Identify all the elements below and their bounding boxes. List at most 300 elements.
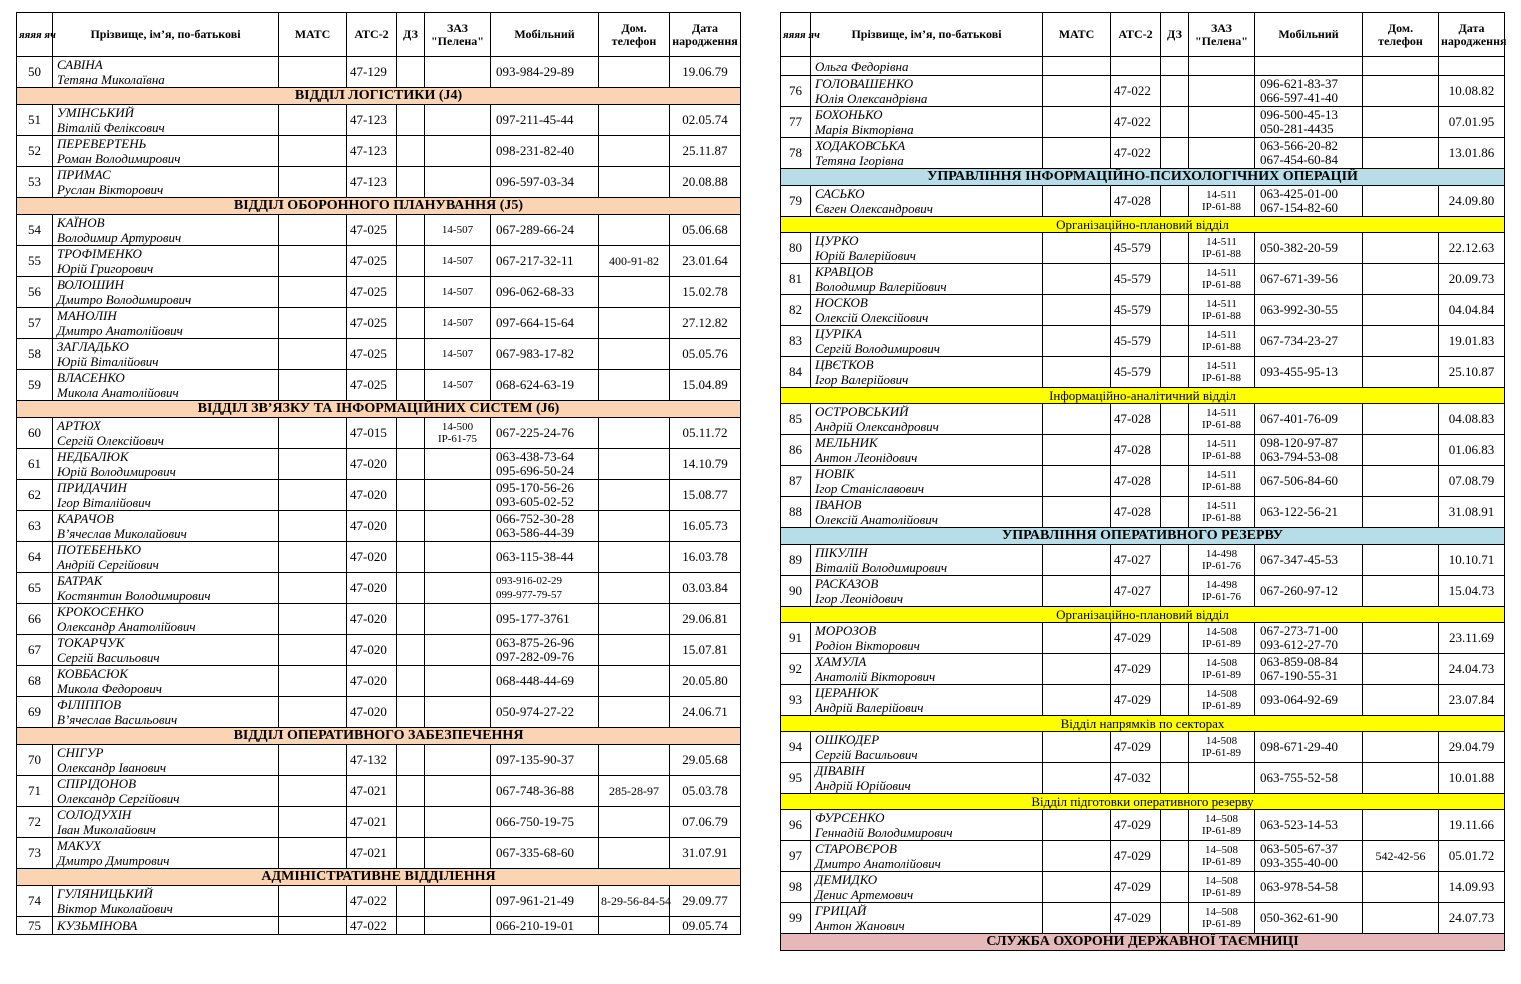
table-row [17,745,741,776]
zaz-number: 14-507 [441,317,474,329]
zaz-number: 14–508 [1205,813,1238,825]
person-name [53,449,279,480]
zaz-cell [425,776,491,807]
first-names: Микола Анатолійович [57,385,179,400]
mats-cell [1043,326,1111,357]
section-row [17,728,741,745]
dz-cell [397,167,425,198]
mobile-number: 066-752-30-28 [496,511,574,526]
surname: СТАРОВЄРОВ [815,841,897,856]
birth-date: 05.05.76 [670,339,741,370]
home-phone [1363,763,1439,794]
mats-cell [279,573,347,604]
mats-cell [279,370,347,401]
zaz-number: 14-508 [1205,657,1238,669]
mobile-cell [491,136,599,167]
home-phone [599,635,670,666]
mobile-number: 067-983-17-82 [496,346,574,361]
continued-row [781,57,1505,76]
ats-number: 47-123 [347,167,397,198]
dz-cell [397,136,425,167]
zaz-cell [1189,233,1255,264]
first-names: Віктор Миколайович [57,901,173,916]
home-phone [1363,233,1439,264]
ats-number: 45-579 [1111,326,1161,357]
mats-cell [279,215,347,246]
mobile-number: 068-624-63-19 [496,377,574,392]
first-names: Сергій Васильович [815,747,918,762]
ats-number: 47-028 [1111,435,1161,466]
zaz-number: 14–508 [1205,875,1238,887]
row-number [781,57,811,76]
person-name [53,57,279,88]
zaz-number: ІР-61-88 [1201,279,1242,291]
empty-cell [1363,57,1439,76]
birth-date: 01.06.83 [1439,435,1505,466]
surname: КУЗЬМІНОВА [57,918,138,933]
table-row [17,480,741,511]
first-names: Олександр Іванович [57,760,167,775]
birth-date: 03.03.84 [670,573,741,604]
first-names: Марія Вікторівна [815,122,914,137]
zaz-cell [425,136,491,167]
person-name [811,357,1043,388]
surname: СНІГУР [57,745,104,760]
home-phone [1363,497,1439,528]
mobile-number: 097-961-21-49 [496,893,574,908]
home-phone [599,604,670,635]
person-name [53,418,279,449]
first-names: Дмитро Володимирович [57,292,192,307]
row-number: 92 [781,654,811,685]
mobile-number: 067-273-71-00 [1260,623,1338,638]
mats-cell [279,776,347,807]
home-phone [1363,138,1439,169]
home-phone [1363,654,1439,685]
surname: САСЬКО [815,186,865,201]
left-directory-table [16,12,741,935]
person-name [811,623,1043,654]
mobile-cell [491,370,599,401]
surname: БОХОНЬКО [815,107,883,122]
mobile-number: 067-217-32-11 [496,253,574,268]
mobile-number: 050-362-61-90 [1260,910,1338,925]
row-number: 50 [17,57,53,88]
mobile-number: 063-794-53-08 [1260,449,1338,464]
mobile-number: 067-734-23-27 [1260,333,1338,348]
dz-cell [1161,763,1189,794]
person-name [811,545,1043,576]
zaz-number: 14-508 [1205,735,1238,747]
header-birth-date: Дата народження [670,13,741,57]
ats-number: 47-022 [1111,138,1161,169]
home-phone [1363,685,1439,716]
first-names: Геннадій Володимирович [815,825,953,840]
row-number: 71 [17,776,53,807]
zaz-cell [425,838,491,869]
row-number: 75 [17,917,53,935]
zaz-number: ІР-61-89 [1201,918,1242,930]
person-name [53,886,279,917]
person-name [811,841,1043,872]
surname: КАЇНОВ [57,215,105,230]
surname: НОВІК [815,466,855,481]
surname: ФІЛІППОВ [57,697,122,712]
mobile-cell [491,215,599,246]
zaz-cell [425,573,491,604]
zaz-cell [425,604,491,635]
table-row [17,917,741,935]
ats-number: 47-020 [347,666,397,697]
table-row [17,215,741,246]
birth-date: 15.02.78 [670,277,741,308]
surname: ОШКОДЕР [815,732,880,747]
person-name [811,107,1043,138]
subsection-row [781,794,1505,810]
right-directory-table [780,12,1505,951]
person-name [811,295,1043,326]
zaz-number: 14-511 [1206,438,1237,450]
row-number: 63 [17,511,53,542]
zaz-cell [1189,903,1255,934]
person-name [811,903,1043,934]
ats-number: 47-029 [1111,903,1161,934]
mats-cell [1043,545,1111,576]
zaz-number: 14–508 [1205,844,1238,856]
person-name [811,435,1043,466]
mobile-number: 067-335-68-60 [496,845,574,860]
first-names: Володимир Валерійович [815,279,947,294]
dz-cell [397,339,425,370]
zaz-number: 14-511 [1206,407,1237,419]
first-names: В’ячеслав Васильович [57,712,178,727]
person-name [53,776,279,807]
first-names: Руслан Вікторович [57,182,164,197]
home-phone [1363,107,1439,138]
row-number: 94 [781,732,811,763]
ats-number: 47-020 [347,542,397,573]
surname: АРТЮХ [57,418,101,433]
home-phone [599,666,670,697]
empty-cell [1161,57,1189,76]
zaz-number: 14-507 [441,255,474,267]
first-names: Сергій Володимирович [815,341,940,356]
birth-date: 15.07.81 [670,635,741,666]
mobile-cell [491,917,599,935]
mats-cell [1043,435,1111,466]
first-names: Дмитро Дмитрович [57,853,170,868]
home-phone [599,105,670,136]
first-names: Юрій Володимирович [57,464,176,479]
birth-date: 07.06.79 [670,807,741,838]
first-names: Іван Миколайович [57,822,156,837]
first-names: Дмитро Анатолійович [57,323,183,338]
row-number: 81 [781,264,811,295]
row-number: 52 [17,136,53,167]
row-number: 99 [781,903,811,934]
dz-cell [1161,326,1189,357]
zaz-cell [425,511,491,542]
first-names: Костянтин Володимирович [57,588,211,603]
table-row [781,623,1505,654]
birth-date: 04.08.83 [1439,404,1505,435]
ats-number: 47-028 [1111,404,1161,435]
mobile-cell [491,807,599,838]
person-name [53,542,279,573]
row-number: 93 [781,685,811,716]
ats-number: 45-579 [1111,233,1161,264]
surname: САВІНА [57,57,103,72]
first-names: Віталій Володимирович [815,560,948,575]
person-name [53,370,279,401]
ats-number: 47-029 [1111,654,1161,685]
first-names: Юрій Григорович [57,261,154,276]
table-row [17,370,741,401]
zaz-number: 14-511 [1206,329,1237,341]
table-row [17,542,741,573]
ats-number: 47-021 [347,838,397,869]
person-name [53,105,279,136]
section-row [781,169,1505,186]
ats-number: 45-579 [1111,357,1161,388]
zaz-cell [1189,545,1255,576]
mobile-number: 066-750-19-75 [496,814,574,829]
section-title: ВІДДІЛ ОПЕРАТИВНОГО ЗАБЕЗПЕЧЕННЯ [17,728,741,745]
mats-cell [279,745,347,776]
empty-cell [1255,57,1363,76]
birth-date: 05.06.68 [670,215,741,246]
surname: КАРАЧОВ [57,511,114,526]
mobile-number: 067-347-45-53 [1260,552,1338,567]
mats-cell [279,418,347,449]
ats-number: 47-027 [1111,545,1161,576]
birth-date: 10.08.82 [1439,76,1505,107]
home-phone [599,370,670,401]
first-names: Євген Олександрович [815,201,933,216]
surname: ТОКАРЧУК [57,635,125,650]
person-name [53,339,279,370]
mobile-cell [1255,233,1363,264]
row-number: 59 [17,370,53,401]
table-row [781,497,1505,528]
mobile-cell [1255,763,1363,794]
section-title: ВІДДІЛ ЛОГІСТИКИ (J4) [17,88,741,105]
home-phone [599,167,670,198]
mats-cell [279,838,347,869]
mats-cell [279,167,347,198]
mobile-cell [1255,685,1363,716]
zaz-cell [425,635,491,666]
zaz-cell [1189,107,1255,138]
mats-cell [279,480,347,511]
person-name [811,810,1043,841]
surname: КРАВЦОВ [815,264,874,279]
zaz-cell [1189,186,1255,217]
mobile-cell [491,745,599,776]
row-number: 82 [781,295,811,326]
zaz-number: 14-498 [1205,579,1238,591]
mobile-number: 095-177-3761 [496,611,570,626]
first-names: В’ячеслав Миколайович [57,526,187,541]
mats-cell [279,136,347,167]
first-names: Ігор Леонідович [815,591,904,606]
home-phone [1363,435,1439,466]
mobile-number: 096-062-68-33 [496,284,574,299]
row-number: 85 [781,404,811,435]
mobile-number: 067-671-39-56 [1260,271,1338,286]
table-row [781,841,1505,872]
home-phone: 400-91-82 [599,246,670,277]
mats-cell [1043,233,1111,264]
header-mats: МАТС [279,13,347,57]
table-row [17,167,741,198]
person-name [53,666,279,697]
dz-cell [1161,872,1189,903]
mobile-number: 096-621-83-37 [1260,76,1338,91]
dz-cell [1161,466,1189,497]
birth-date: 25.10.87 [1439,357,1505,388]
table-row [17,246,741,277]
surname: СОЛОДУХІН [57,807,132,822]
subsection-row [781,388,1505,404]
home-phone [599,511,670,542]
surname: МОРОЗОВ [815,623,877,638]
zaz-number: ІР-61-88 [1201,450,1242,462]
ats-number: 47-020 [347,449,397,480]
mobile-number: 097-664-15-64 [496,315,574,330]
mobile-cell [491,886,599,917]
zaz-cell [1189,404,1255,435]
birth-date: 19.06.79 [670,57,741,88]
row-number: 87 [781,466,811,497]
birth-date: 29.04.79 [1439,732,1505,763]
zaz-cell [425,745,491,776]
table-row [781,233,1505,264]
ats-number: 47-022 [347,886,397,917]
dz-cell [1161,654,1189,685]
zaz-cell [1189,623,1255,654]
mobile-cell [1255,623,1363,654]
home-phone [599,697,670,728]
zaz-cell [425,339,491,370]
dz-cell [397,449,425,480]
table-row [17,339,741,370]
row-number: 91 [781,623,811,654]
surname: ПЕРЕВЕРТЕНЬ [57,136,147,151]
dz-cell [397,542,425,573]
person-name [811,76,1043,107]
zaz-cell [425,542,491,573]
home-phone [1363,264,1439,295]
surname: ВОЛОШИН [57,277,124,292]
home-phone [1363,872,1439,903]
first-names: Олексій Олексійович [815,310,929,325]
ats-number: 47-027 [1111,576,1161,607]
empty-cell [1189,57,1255,76]
subsection-title: Організаційно-плановий відділ [781,217,1505,233]
row-number: 80 [781,233,811,264]
person-name [53,215,279,246]
mobile-number: 093-064-92-69 [1260,692,1338,707]
zaz-number: ІР-61-89 [1201,887,1242,899]
mats-cell [1043,76,1111,107]
zaz-cell [425,449,491,480]
person-name [811,763,1043,794]
table-row [17,136,741,167]
mobile-number: 050-382-20-59 [1260,240,1338,255]
home-phone [1363,466,1439,497]
header-birth-date: Дата народження [1439,13,1505,57]
ats-number: 47-022 [1111,76,1161,107]
first-names: Ігор Віталійович [57,495,151,510]
surname: ПІКУЛІН [815,545,868,560]
mobile-number: 096-597-03-34 [496,174,574,189]
zaz-number: 14–508 [1205,906,1238,918]
table-row [781,264,1505,295]
row-number: 90 [781,576,811,607]
ats-number: 47-025 [347,277,397,308]
mats-cell [279,246,347,277]
home-phone [599,480,670,511]
mobile-number: 050-974-27-22 [496,704,574,719]
birth-date: 20.09.73 [1439,264,1505,295]
surname: ЦВЄТКОВ [815,357,874,372]
person-name [811,326,1043,357]
table-row [17,418,741,449]
mats-cell [279,57,347,88]
mobile-cell [1255,435,1363,466]
surname: ЦУРІКА [815,326,862,341]
header-number: яяяя яч [17,13,53,57]
ats-number: 47-025 [347,370,397,401]
section-row [781,934,1505,951]
dz-cell [1161,732,1189,763]
zaz-cell [425,917,491,935]
home-phone [599,917,670,935]
mobile-cell [1255,76,1363,107]
mobile-number: 093-355-40-00 [1260,855,1338,870]
home-phone: 8-29-56-84-54 [599,886,670,917]
ats-number: 47-025 [347,308,397,339]
dz-cell [1161,623,1189,654]
home-phone [599,573,670,604]
row-number: 70 [17,745,53,776]
dz-cell [397,480,425,511]
dz-cell [1161,685,1189,716]
person-name [811,872,1043,903]
birth-date: 09.05.74 [670,917,741,935]
person-name [53,745,279,776]
first-names: Сергій Васильович [57,650,160,665]
header-mobile: Мобільний [1255,13,1363,57]
zaz-cell [1189,76,1255,107]
mobile-cell [1255,810,1363,841]
subsection-row [781,716,1505,732]
zaz-number: 14-511 [1206,360,1237,372]
row-number: 54 [17,215,53,246]
birth-date: 29.06.81 [670,604,741,635]
home-phone [599,308,670,339]
mobile-cell [491,776,599,807]
ats-number: 47-025 [347,246,397,277]
row-number: 55 [17,246,53,277]
ats-number: 47-028 [1111,497,1161,528]
header-ats: АТС-2 [347,13,397,57]
row-number: 96 [781,810,811,841]
ats-number: 47-022 [347,917,397,935]
section-row [17,88,741,105]
first-names: Андрій Валерійович [815,700,924,715]
